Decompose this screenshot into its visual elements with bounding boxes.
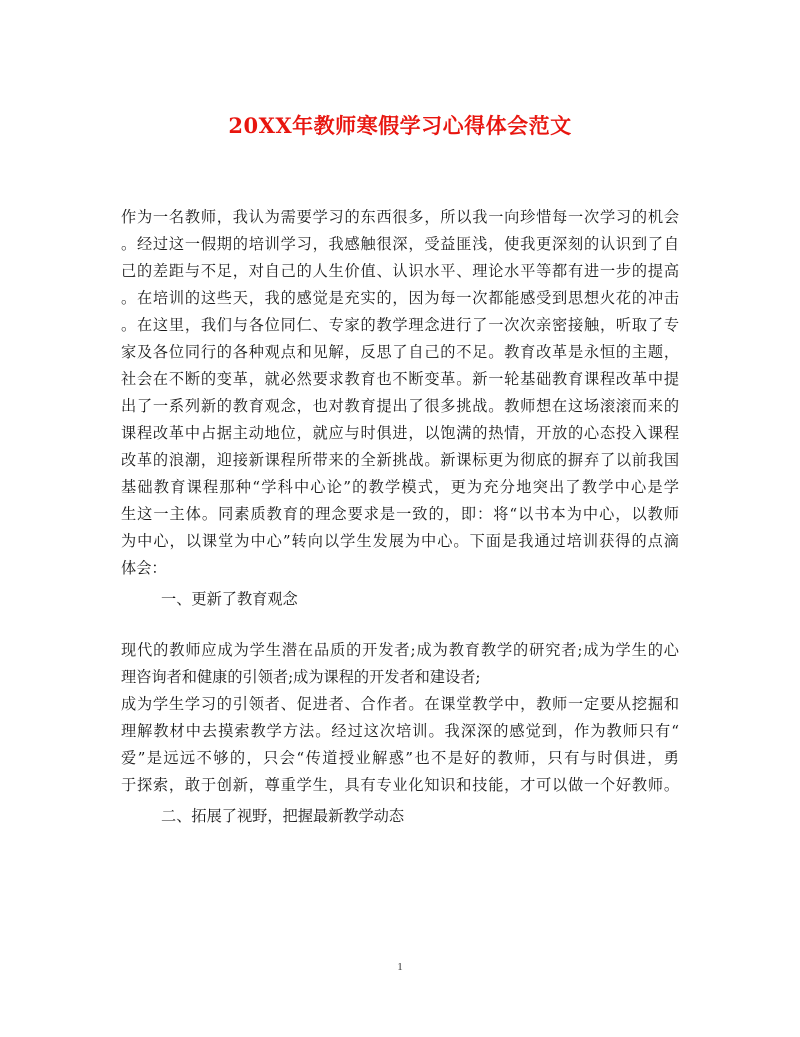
body-line: 理解教材中去摸索教学方法。经过这次培训。我深深的感觉到，作为教师只有“ — [121, 722, 679, 740]
body-line: 出了一系列新的教育观念，也对教育提出了很多挑战。教师想在这场滚滚而来的 — [121, 397, 679, 415]
body-line: 为中心，以课堂为中心”转向以学生发展为中心。下面是我通过培训获得的点滴 — [121, 532, 679, 550]
section-heading-1: 一、更新了教育观念 — [161, 590, 298, 608]
body-line: 。经过这一假期的培训学习，我感触很深，受益匪浅，使我更深刻的认识到了自 — [121, 235, 679, 253]
body-line: 于探索，敢于创新，尊重学生，具有专业化知识和技能，才可以做一个好教师。 — [121, 776, 679, 794]
body-line: 课程改革中占据主动地位，就应与时俱进，以饱满的热情，开放的心态投入课程 — [121, 424, 679, 442]
body-line: 理咨询者和健康的引领者;成为课程的开发者和建设者; — [121, 668, 481, 686]
body-line: 爱”是远远不够的，只会“传道授业解惑”也不是好的教师，只有与时俱进，勇 — [121, 749, 679, 767]
body-line: 基础教育课程那种“学科中心论”的教学模式，更为充分地突出了教学中心是学 — [121, 478, 679, 496]
body-line: 。在培训的这些天，我的感觉是充实的，因为每一次都能感受到思想火花的冲击 — [121, 289, 679, 307]
body-line: 成为学生学习的引领者、促进者、合作者。在课堂教学中，教师一定要从挖掘和 — [121, 695, 679, 713]
page-number: 1 — [397, 961, 403, 973]
body-line: 生这一主体。同素质教育的理念要求是一致的，即：将“以书本为中心，以教师 — [121, 505, 679, 523]
section-heading-2: 二、拓展了视野，把握最新教学动态 — [161, 807, 404, 825]
body-line: 体会： — [121, 559, 167, 577]
document-title: 20XX年教师寒假学习心得体会范文 — [228, 113, 572, 138]
body-line: 。在这里，我们与各位同仁、专家的教学理念进行了一次次亲密接触，听取了专 — [121, 316, 679, 334]
body-line: 改革的浪潮，迎接新课程所带来的全新挑战。新课标更为彻底的摒弃了以前我国 — [121, 451, 679, 469]
body-line: 现代的教师应成为学生潜在品质的开发者;成为教育教学的研究者;成为学生的心 — [121, 641, 679, 659]
body-line: 作为一名教师，我认为需要学习的东西很多，所以我一向珍惜每一次学习的机会 — [121, 208, 679, 226]
body-line: 社会在不断的变革，就必然要求教育也不断变革。新一轮基础教育课程改革中提 — [121, 370, 679, 388]
body-line: 家及各位同行的各种观点和见解，反思了自己的不足。教育改革是永恒的主题， — [121, 343, 679, 361]
body-line: 己的差距与不足，对自己的人生价值、认识水平、理论水平等都有进一步的提高 — [121, 262, 679, 280]
